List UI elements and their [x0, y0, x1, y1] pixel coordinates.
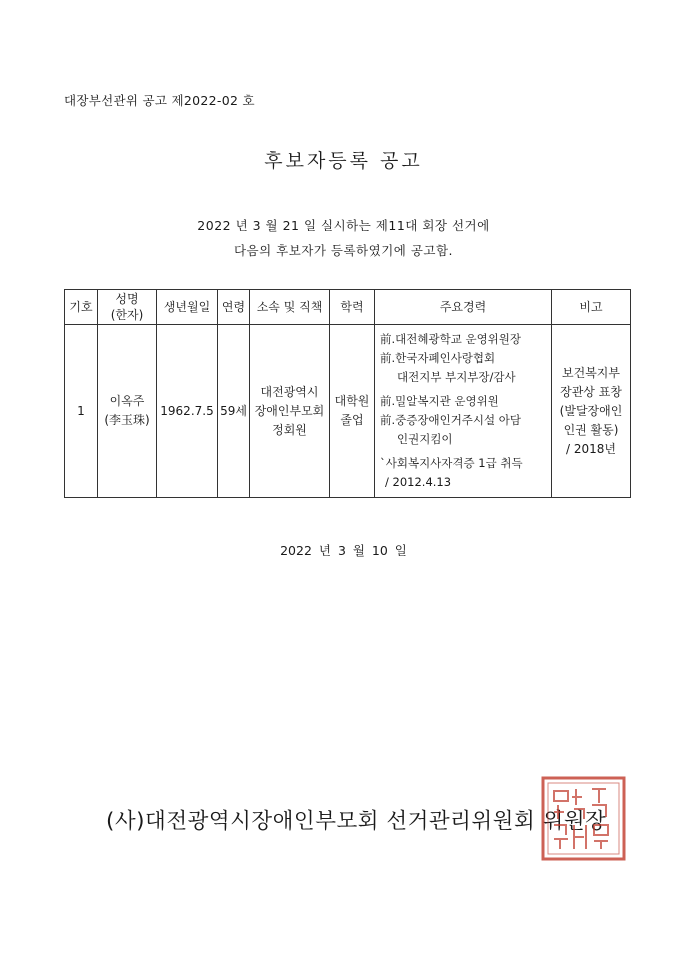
candidate-table: [64, 289, 631, 498]
header-age: 연령: [218, 290, 250, 325]
career-line: 인권지킴이: [397, 432, 453, 446]
remarks-line: 인권 활동): [563, 422, 619, 437]
cell-education: [330, 325, 375, 498]
header-remarks: 비고: [552, 290, 631, 325]
page-title: 후보자등록 공고: [264, 150, 423, 172]
header-career: 주요경력: [375, 290, 552, 325]
candidate-name: 이옥주: [109, 394, 145, 408]
cell-number: 1: [65, 325, 98, 498]
notice-number: 대장부선관위 공고 제2022-02 호: [64, 93, 255, 108]
remarks-line: (발달장애인: [559, 403, 623, 418]
intro-line-2: 다음의 후보자가 등록하였기에 공고함.: [233, 243, 454, 258]
cell-remarks: [552, 325, 631, 498]
career-line: `사회복지사자격증 1급 취득: [380, 456, 523, 470]
header-name-line1: 성명: [115, 292, 139, 306]
intro-line-1: 2022 년 3 월 21 일 실시하는 제11대 회장 선거에: [197, 218, 490, 233]
header-birth: 생년월일: [157, 290, 218, 325]
header-number: 기호: [65, 290, 98, 325]
remarks-line: 장관상 표창: [560, 384, 622, 399]
affiliation-line-2: 장애인부모회: [254, 403, 325, 418]
education-line-2: 졸업: [340, 413, 364, 427]
career-line: 前.대전혜광학교 운영위원장: [380, 332, 522, 346]
cell-name: [98, 325, 157, 498]
remarks-line: 보건복지부: [562, 365, 620, 380]
header-name: [98, 290, 157, 325]
affiliation-line-3: 정회원: [272, 422, 307, 437]
career-line: 대전지부 부지부장/감사: [397, 370, 516, 384]
header-name-line2: (한자): [110, 308, 144, 322]
cell-affiliation: [250, 325, 330, 498]
signature: (사)대전광역시장애인부모회 선거관리위원회 위원장: [106, 809, 607, 834]
affiliation-line-1: 대전광역시: [260, 384, 319, 399]
official-seal: [540, 775, 627, 862]
career-line: 前.중증장애인거주시설 아담: [380, 413, 522, 427]
table-header-row: [65, 290, 631, 325]
education-line-1: 대학원: [334, 394, 370, 408]
career-line: / 2012.4.13: [385, 475, 452, 489]
career-line: 前.한국자폐인사랑협회: [380, 351, 496, 365]
candidate-name-hanja: (李玉珠): [104, 413, 150, 427]
header-education: 학력: [330, 290, 375, 325]
cell-age: 59세: [218, 325, 250, 498]
header-affiliation: 소속 및 직책: [250, 290, 330, 325]
career-line: 前.밀알복지관 운영위원: [380, 394, 499, 408]
announcement-date: 2022 년 3 월 10 일: [280, 543, 407, 558]
cell-career: [375, 325, 552, 498]
cell-birth: 1962.7.5: [157, 325, 218, 498]
table-row: [65, 325, 631, 498]
remarks-line: / 2018년: [566, 441, 616, 456]
